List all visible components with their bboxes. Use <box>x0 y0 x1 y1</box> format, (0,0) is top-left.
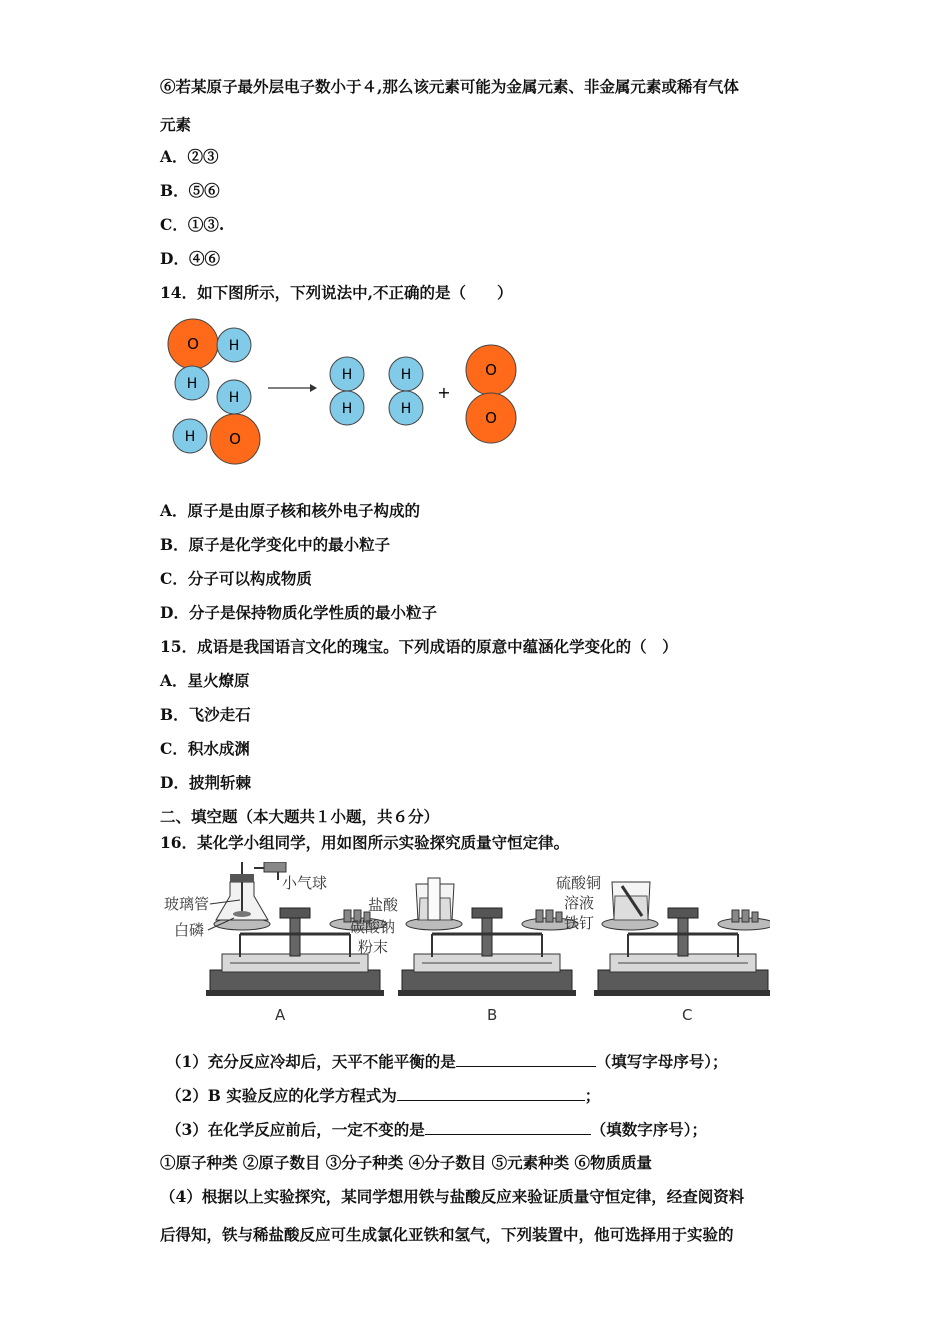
q14-option-d[interactable]: D．分子是保持物质化学性质的最小粒子 <box>160 603 437 622</box>
q13-option-c[interactable]: C．①③. <box>160 215 225 234</box>
svg-text:白磷: 白磷 <box>174 921 205 939</box>
svg-text:A: A <box>275 1006 286 1024</box>
q16-part3: （3）在化学反应前后，一定不变的是 （填数字序号）； <box>166 1120 708 1139</box>
q13-option-d[interactable]: D．④⑥ <box>160 249 220 268</box>
q14-option-a[interactable]: A．原子是由原子核和核外电子构成的 <box>160 501 421 520</box>
q16-balance-figure <box>160 862 770 1027</box>
q15-option-b[interactable]: B．飞沙走石 <box>160 705 251 724</box>
svg-text:铁钉: 铁钉 <box>564 914 595 932</box>
svg-text:H: H <box>228 338 240 354</box>
svg-text:C: C <box>682 1006 693 1024</box>
oxygen-molecule <box>466 345 516 443</box>
q15-option-a[interactable]: A．星火燎原 <box>160 671 250 690</box>
q13-item6-line2: 元素 <box>160 115 192 134</box>
svg-text:玻璃管: 玻璃管 <box>164 895 210 913</box>
svg-text:H: H <box>186 376 198 392</box>
svg-text:H: H <box>400 401 412 417</box>
svg-text:小气球: 小气球 <box>282 874 328 892</box>
q13-option-a[interactable]: A．②③ <box>160 147 219 166</box>
q13-option-b[interactable]: B．⑤⑥ <box>160 181 220 200</box>
plus-sign: + <box>437 383 451 402</box>
hydrogen-molecule-1 <box>330 357 364 425</box>
svg-text:H: H <box>341 401 353 417</box>
section-heading: 二、填空题（本大题共１小题，共６分） <box>160 807 440 826</box>
svg-text:H: H <box>400 367 412 383</box>
apparatus-b <box>350 878 578 1024</box>
q14-option-c[interactable]: C．分子可以构成物质 <box>160 569 312 588</box>
q16-part1: （1）充分反应冷却后，天平不能平衡的是 （填写字母序号）； <box>166 1052 728 1071</box>
apparatus-c <box>556 874 770 1024</box>
svg-text:溶液: 溶液 <box>564 894 595 912</box>
svg-text:硫酸铜: 硫酸铜 <box>556 874 602 892</box>
hydrogen-molecule-2 <box>389 357 423 425</box>
svg-text:O: O <box>229 430 241 448</box>
q16-part1-blank[interactable] <box>456 1050 596 1067</box>
q15-option-d[interactable]: D．披荆斩棘 <box>160 773 251 792</box>
svg-text:盐酸: 盐酸 <box>368 896 399 914</box>
q14-molecule-figure <box>160 312 540 472</box>
svg-text:碳酸钠: 碳酸钠 <box>350 918 396 936</box>
q13-item6-line1: ⑥若某原子最外层电子数小于４,那么该元素可能为金属元素、非金属元素或稀有气体 <box>160 77 739 96</box>
q16-stem: 16．某化学小组同学，用如图所示实验探究质量守恒定律。 <box>160 833 570 852</box>
svg-text:O: O <box>485 409 497 427</box>
q14-stem: 14．如下图所示，下列说法中,不正确的是（ ） <box>160 283 513 302</box>
svg-text:H: H <box>184 429 196 445</box>
q16-part4-line2: 后得知，铁与稀盐酸反应可生成氯化亚铁和氢气，下列装置中，他可选择用于实验的 <box>160 1225 734 1244</box>
svg-text:O: O <box>187 335 199 353</box>
svg-text:H: H <box>228 390 240 406</box>
q15-stem: 15．成语是我国语言文化的瑰宝。下列成语的原意中蕴涵化学变化的（ ） <box>160 637 678 656</box>
q15-option-c[interactable]: C．积水成渊 <box>160 739 250 758</box>
q16-part2: （2）B 实验反应的化学方程式为 ； <box>166 1086 601 1105</box>
q16-choices: ①原子种类 ②原子数目 ③分子种类 ④分子数目 ⑤元素种类 ⑥物质质量 <box>160 1153 652 1172</box>
svg-text:粉末: 粉末 <box>358 938 389 956</box>
svg-text:O: O <box>485 361 497 379</box>
svg-text:H: H <box>341 367 353 383</box>
q16-part2-blank[interactable] <box>397 1084 585 1101</box>
reaction-arrow-icon <box>268 384 317 392</box>
apparatus-a <box>164 862 389 1024</box>
q14-option-b[interactable]: B．原子是化学变化中的最小粒子 <box>160 535 391 554</box>
q16-part3-blank[interactable] <box>425 1118 591 1135</box>
svg-text:B: B <box>487 1006 498 1024</box>
q16-part4-line1: （4）根据以上实验探究，某同学想用铁与盐酸反应来验证质量守恒定律，经查阅资料 <box>160 1187 745 1206</box>
